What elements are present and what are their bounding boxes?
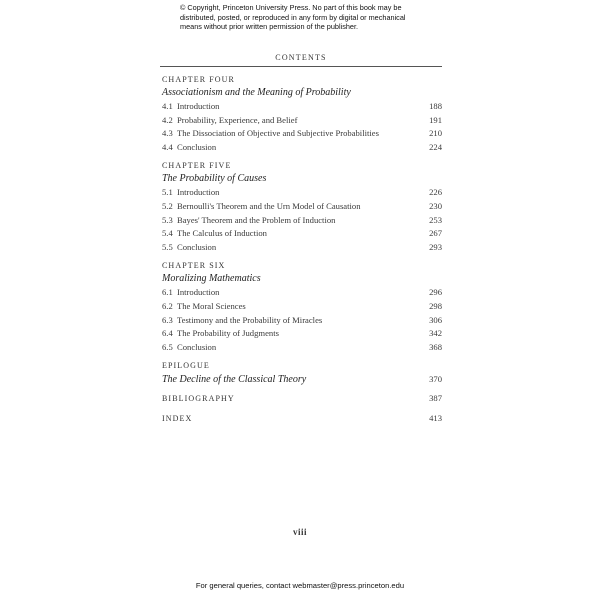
section-number: 5.5 [162,241,173,252]
epilogue[interactable] [162,360,442,386]
chapter-title: Moralizing Mathematics [162,273,261,285]
toc-entry[interactable] [162,286,442,300]
section-title: Bernoulli's Theorem and the Urn Model of Causation [177,200,361,211]
chapter-five [162,160,442,254]
section-number: 4.3 [162,128,173,139]
table-of-contents [162,74,442,424]
section-title: The Probability of Judgments [177,328,279,339]
section-number: 6.2 [162,300,173,311]
page-number: 342 [429,328,442,339]
page-number: 413 [429,413,442,424]
page-number: 267 [429,228,442,239]
page-folio: viii [292,527,307,537]
page-number: 191 [429,114,442,125]
chapter-label: CHAPTER FOUR [162,75,235,84]
section-title: The Moral Sciences [177,300,246,311]
section-number: 6.1 [162,287,173,298]
toc-entry[interactable] [162,127,442,141]
toc-entry[interactable] [162,186,442,200]
section-number: 5.3 [162,214,173,225]
section-number: 6.5 [162,341,173,352]
section-number: 5.4 [162,228,173,239]
copyright-line: means without prior written permission of the publisher. [180,22,359,32]
copyright-notice [180,3,420,32]
chapter-label: CHAPTER SIX [162,261,226,271]
chapter-title: The Probability of Causes [162,173,267,185]
copyright-line: © Copyright, Princeton University Press. No part of this book may be [180,3,402,12]
epilogue-label: EPILOGUE [162,361,210,371]
section-title: Testimony and the Probability of Miracles [177,314,323,325]
section-number: 4.4 [162,141,173,152]
chapter-label: CHAPTER FIVE [162,161,232,171]
chapter-six [162,260,442,354]
section-title: Conclusion [177,141,217,152]
index-entry[interactable] [162,412,442,424]
toc-entry[interactable] [162,341,442,355]
page-number: 387 [429,393,442,404]
chapter-title: Associationism and the Meaning of Probability [162,87,351,98]
bibliography-entry[interactable] [162,392,442,404]
toc-entry[interactable] [162,114,442,128]
page-number: 210 [429,128,442,139]
page-number: 230 [429,200,442,211]
section-number: 4.1 [162,101,173,111]
section-number: 6.3 [162,314,173,325]
section-number: 5.1 [162,187,173,198]
section-number: 6.4 [162,328,173,339]
page-number: 226 [429,187,442,198]
epilogue-title: The Decline of the Classical Theory [162,374,307,386]
section-title: Introduction [177,287,220,298]
chapter-four [162,74,442,154]
header-rule [160,66,442,67]
page-number: 370 [429,374,442,385]
footer-notice: For general queries, contact webmaster@press.princeton.edu [195,581,405,590]
page-number: 296 [429,287,442,298]
running-head: CONTENTS [275,53,327,62]
index-label: INDEX [162,414,193,424]
section-title: Introduction [177,101,220,111]
section-number: 5.2 [162,200,173,211]
bibliography-label: BIBLIOGRAPHY [162,394,235,404]
toc-entry[interactable] [162,314,442,328]
section-title: The Calculus of Induction [177,228,267,239]
section-title: Conclusion [177,341,217,352]
page-number: 298 [429,300,442,311]
toc-entry[interactable] [162,214,442,228]
section-title: Introduction [177,187,220,198]
toc-entry[interactable] [162,227,442,241]
toc-entry[interactable] [162,200,442,214]
toc-entry[interactable] [162,141,442,155]
page-number: 253 [429,214,442,225]
page-number: 188 [429,101,442,111]
page-number: 306 [429,314,442,325]
toc-entry[interactable] [162,327,442,341]
section-title: Bayes' Theorem and the Problem of Induction [177,214,336,225]
toc-entry[interactable] [162,300,442,314]
page-number: 293 [429,241,442,252]
toc-entry[interactable] [162,241,442,255]
page-number: 368 [429,341,442,352]
page-number: 224 [429,141,442,152]
section-title: The Dissociation of Objective and Subjective Probabilities [177,128,379,139]
copyright-line: distributed, posted, or reproduced in any form by digital or mechanical [180,12,406,22]
section-number: 4.2 [162,114,173,125]
toc-entry[interactable] [162,100,442,114]
section-title: Conclusion [177,241,217,252]
section-title: Probability, Experience, and Belief [177,114,298,125]
